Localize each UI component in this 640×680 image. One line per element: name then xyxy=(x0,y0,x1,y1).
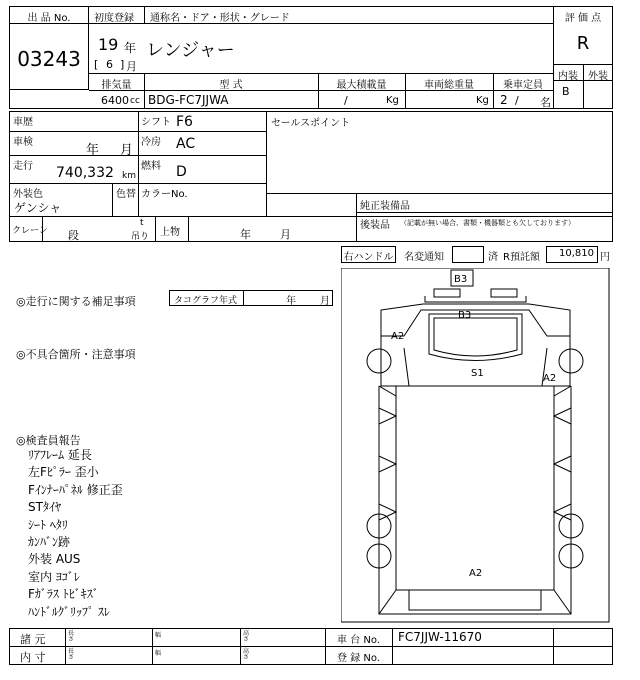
inspector-items xyxy=(28,446,228,620)
inspection-label: 車検 xyxy=(13,137,33,148)
bed-outline xyxy=(379,386,571,614)
spec-width-label: 幅 xyxy=(155,632,162,639)
max-load-sep: / xyxy=(344,94,348,107)
inner-label: 内 寸 xyxy=(20,651,46,664)
first-reg-label: 初度登録 xyxy=(94,13,134,24)
displacement-label: 排気量 xyxy=(101,80,132,91)
defects-label: ◎不具合箇所・注意事項 xyxy=(16,348,136,361)
inspector-item: ｼｰﾄ ﾍﾀﾘ xyxy=(28,517,68,532)
inner-height-label: 高さ xyxy=(243,648,250,661)
wheel-front-left xyxy=(367,349,391,373)
capacity-value: 2 xyxy=(500,93,508,107)
capacity-label: 乗車定員 xyxy=(503,80,543,91)
details-row-4 xyxy=(9,216,613,217)
boarding-label: 上物 xyxy=(160,227,180,238)
kg-unit-2: Kg xyxy=(476,95,489,106)
model-code: BDG-FC7JJWA xyxy=(148,93,229,107)
lot-number: 03243 xyxy=(17,47,81,71)
score-label: 評 価 点 xyxy=(564,13,602,24)
gross-weight-label: 車両総重量 xyxy=(424,80,474,91)
color-col-1 xyxy=(112,183,113,216)
genuine-divider xyxy=(356,193,357,242)
inner-width-label: 幅 xyxy=(155,650,162,657)
ext-color-value: ゲンシャ xyxy=(14,201,62,215)
color-no-label: カラーNo. xyxy=(141,189,188,200)
displacement-value: 6400 xyxy=(101,94,129,107)
deposit-label: R預託額 xyxy=(503,252,540,263)
reg-no-label: 登 録 No. xyxy=(337,653,380,664)
crane-lift: 吊り xyxy=(131,232,150,242)
front-lamp-right xyxy=(491,289,517,297)
tachograph-label: タコグラフ年式 xyxy=(174,296,238,306)
truck-damage-diagram xyxy=(341,268,611,624)
inner-length-label: 長さ xyxy=(68,648,75,661)
inspector-label: ◎検査員報告 xyxy=(16,434,81,447)
inspector-item: ﾊﾝﾄﾞﾙｸﾞﾘｯﾌﾟ ｽﾚ xyxy=(28,604,110,619)
crane-col-2 xyxy=(155,216,156,242)
exterior-label: 外装 xyxy=(588,71,608,82)
damage-label-b3-windshield: B3 xyxy=(458,310,472,321)
reg-month: 6 xyxy=(106,58,113,71)
chassis-value: FC7JJW-11670 xyxy=(398,630,482,644)
inspector-item: 左Fﾋﾟﾗｰ 歪小 xyxy=(28,465,99,480)
inspector-item: ｶﾝﾊﾞﾝ跡 xyxy=(28,534,71,549)
displacement-unit: cc xyxy=(130,96,140,106)
reg-month-close: ] xyxy=(120,58,125,71)
damage-label-s1: S1 xyxy=(471,368,484,379)
mileage-unit: km xyxy=(122,171,136,181)
interior-label: 内装 xyxy=(558,71,578,82)
sales-point-label: セールスポイント xyxy=(271,118,351,129)
name-label: 通称名・ドア・形状・グレード xyxy=(150,13,290,24)
bed-floor xyxy=(396,386,554,590)
inspector-item: 外装 AUS xyxy=(28,552,81,567)
tachograph-month: 月 xyxy=(320,296,330,307)
ac-value: AC xyxy=(176,136,196,152)
windshield-frame xyxy=(429,314,522,361)
fuel-label: 燃料 xyxy=(141,161,161,172)
yen-unit: 円 xyxy=(600,252,610,263)
model-label: 型 式 xyxy=(219,80,243,91)
inspector-item: STﾀｲﾔ xyxy=(28,500,61,515)
tachograph-divider xyxy=(243,290,244,306)
cab-doors xyxy=(404,348,547,386)
details-row-1 xyxy=(9,131,266,132)
mileage-value: 740,332 xyxy=(56,165,114,181)
reg-year-unit: 年 xyxy=(124,41,137,55)
notice-label: 名変通知 xyxy=(404,252,444,263)
genuine-bottom xyxy=(356,212,613,213)
driving-notes-label: ◎走行に関する補足事項 xyxy=(16,295,136,308)
chassis-label: 車 台 No. xyxy=(337,635,380,646)
crane-t: t xyxy=(140,218,144,228)
kg-unit-1: Kg xyxy=(386,95,399,106)
notice-box xyxy=(452,246,484,263)
side-fold-right-2 xyxy=(554,456,571,472)
spec-line-top xyxy=(89,73,553,74)
max-load-label: 最大積載量 xyxy=(336,80,387,91)
wheel-front-right xyxy=(559,349,583,373)
side-fold-left-1 xyxy=(379,408,396,424)
reg-month-unit: 月 xyxy=(126,60,137,73)
inspector-item: ﾘｱﾌﾚｰﾑ 延長 xyxy=(28,448,92,462)
history-label: 車歴 xyxy=(13,117,33,128)
spec-height-label: 高さ xyxy=(243,630,250,643)
crane-label: クレーン xyxy=(12,226,48,236)
side-fold-left-2 xyxy=(379,456,396,472)
windshield xyxy=(434,318,517,356)
inspector-item: Fｲﾝﾅｰﾊﾟﾈﾙ 修正歪 xyxy=(28,482,123,497)
front-lamp-left xyxy=(434,289,460,297)
handle-value: 右ハンドル xyxy=(343,252,394,263)
mileage-label: 走行 xyxy=(13,161,33,172)
interior-grade: B xyxy=(562,85,570,98)
reg-year: 19 xyxy=(98,35,119,54)
damage-label-a2-rear: A2 xyxy=(469,568,483,579)
fuel-value: D xyxy=(176,164,187,180)
damage-label-a2-left: A2 xyxy=(391,331,405,342)
ext-color-label: 外装色 xyxy=(13,189,43,200)
sales-point-bottom xyxy=(266,193,613,194)
cab-top xyxy=(381,304,570,336)
genuine-label: 純正装備品 xyxy=(360,201,410,212)
boarding-year: 年 xyxy=(240,228,251,241)
capacity-unit: 名 xyxy=(540,96,551,109)
crane-col-3 xyxy=(188,216,189,242)
inspection-month-unit: 月 xyxy=(120,143,134,158)
footer-mid xyxy=(9,646,613,647)
score-value: R xyxy=(576,33,590,54)
color-change-label: 色替 xyxy=(116,189,136,200)
footer-col-5 xyxy=(392,628,393,665)
inspection-year-unit: 年 xyxy=(86,143,100,158)
boarding-month: 月 xyxy=(280,228,291,241)
capacity-sep: / xyxy=(515,94,519,107)
tailgate xyxy=(409,590,541,610)
inspector-item: Fｶﾞﾗｽ ﾄﾋﾞｷｽﾞ xyxy=(28,587,99,602)
damage-label-a2-right: A2 xyxy=(543,373,557,384)
footer-col-1 xyxy=(65,628,66,665)
tachograph-year: 年 xyxy=(286,296,296,307)
footer-col-2 xyxy=(152,628,153,665)
shift-value: F6 xyxy=(176,114,193,130)
car-name: レンジャー xyxy=(146,40,235,61)
bed-front-corners xyxy=(379,386,571,396)
inspector-item: 室内 ﾖｺﾞﾚ xyxy=(28,569,80,584)
ac-label: 冷房 xyxy=(141,137,161,148)
lot-label: 出 品 No. xyxy=(27,13,71,24)
spec-label: 諸 元 xyxy=(20,633,46,646)
first-reg-divider xyxy=(144,6,145,23)
footer-col-3 xyxy=(240,628,241,665)
reg-month-open: [ xyxy=(94,58,99,71)
details-col-b xyxy=(266,111,267,216)
aftermarket-label: 後装品 xyxy=(360,220,390,231)
shift-label: シフト xyxy=(141,117,171,128)
spec-length-label: 長さ xyxy=(68,630,75,643)
consign-label: 済 xyxy=(488,252,498,263)
deposit-value: 10,810 xyxy=(559,248,594,259)
color-col-2 xyxy=(138,183,139,216)
crane-stage: 段 xyxy=(68,229,79,242)
details-col-a xyxy=(138,111,139,183)
aftermarket-note: （記載が無い場合、書類・機器類とも欠しております） xyxy=(400,219,575,227)
details-row-2 xyxy=(9,155,266,156)
side-fold-right-1 xyxy=(554,408,571,424)
damage-label-b3-top: B3 xyxy=(454,274,468,285)
footer-col-6 xyxy=(553,628,554,665)
